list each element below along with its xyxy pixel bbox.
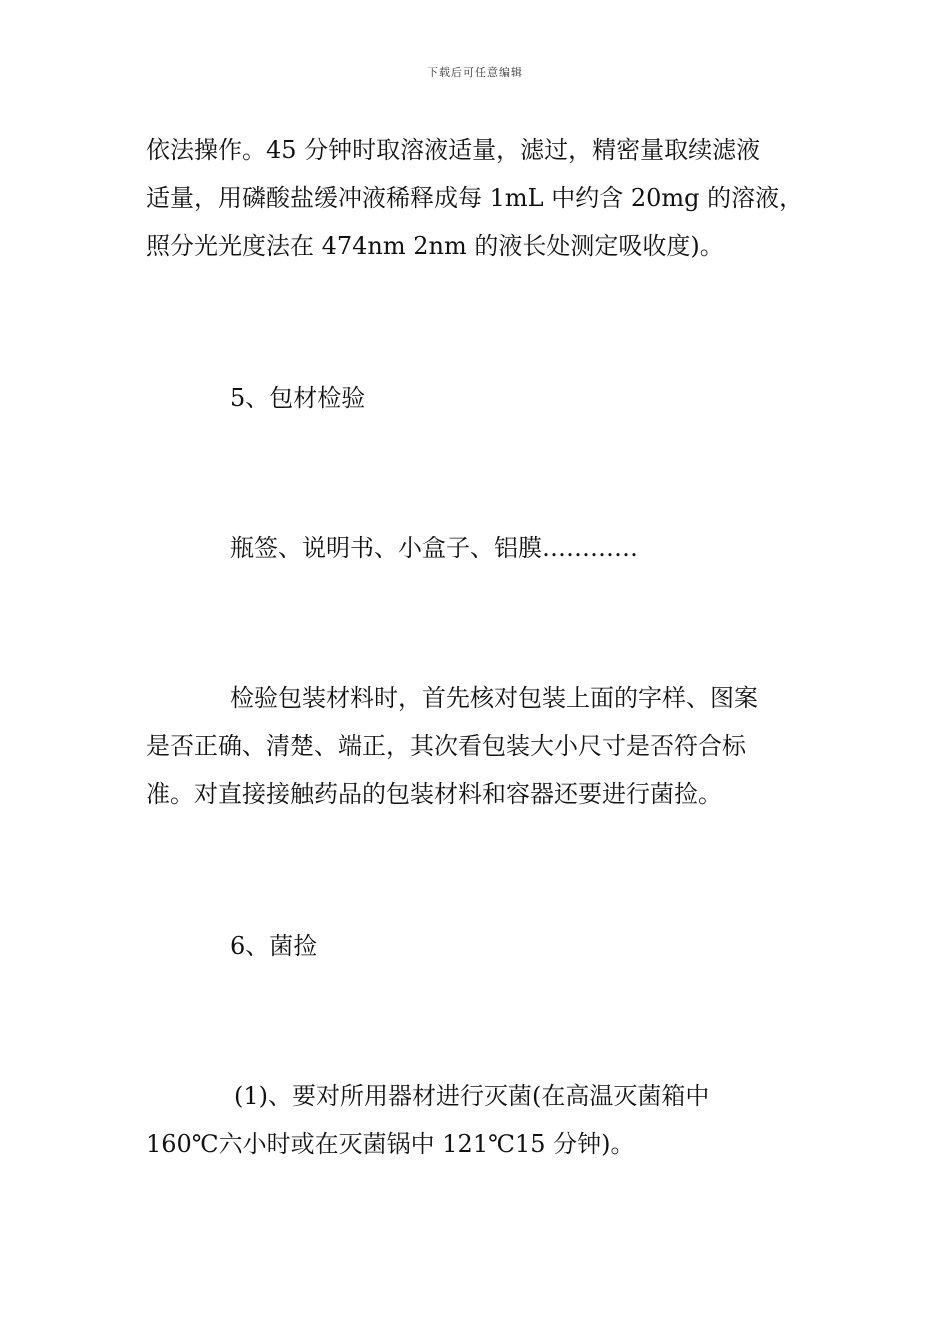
paragraph-line: 检验包装材料时，首先核对包装上面的字样、图案: [230, 684, 758, 712]
packaging-items: 瓶签、说明书、小盒子、铝膜…………: [230, 534, 638, 562]
paragraph-line: (1)、要对所用器材进行灭菌(在高温灭菌箱中: [234, 1082, 710, 1110]
paragraph-line: 照分光光度法在 474nm 2nm 的液长处测定吸收度)。: [146, 232, 724, 260]
page-header: 下载后可任意编辑: [427, 66, 523, 79]
paragraph-packaging-inspection: [146, 674, 812, 818]
paragraph-line: 适量，用磷酸盐缓冲液稀释成每 1mL 中约含 20mg 的溶液，: [146, 184, 804, 212]
paragraph-method: [146, 126, 812, 270]
paragraph-line: 160℃六小时或在灭菌锅中 121℃15 分钟)。: [146, 1130, 635, 1158]
paragraph-sterilization: [146, 1072, 812, 1168]
section-heading-6: 6、菌捡: [230, 932, 318, 960]
paragraph-line: 是否正确、清楚、端正，其次看包装大小尺寸是否符合标: [146, 732, 746, 760]
section-heading-5: 5、包材检验: [230, 384, 366, 412]
paragraph-line: 依法操作。45 分钟时取溶液适量，滤过，精密量取续滤液: [146, 136, 761, 164]
paragraph-line: 准。对直接接触药品的包装材料和容器还要进行菌捡。: [146, 780, 722, 808]
